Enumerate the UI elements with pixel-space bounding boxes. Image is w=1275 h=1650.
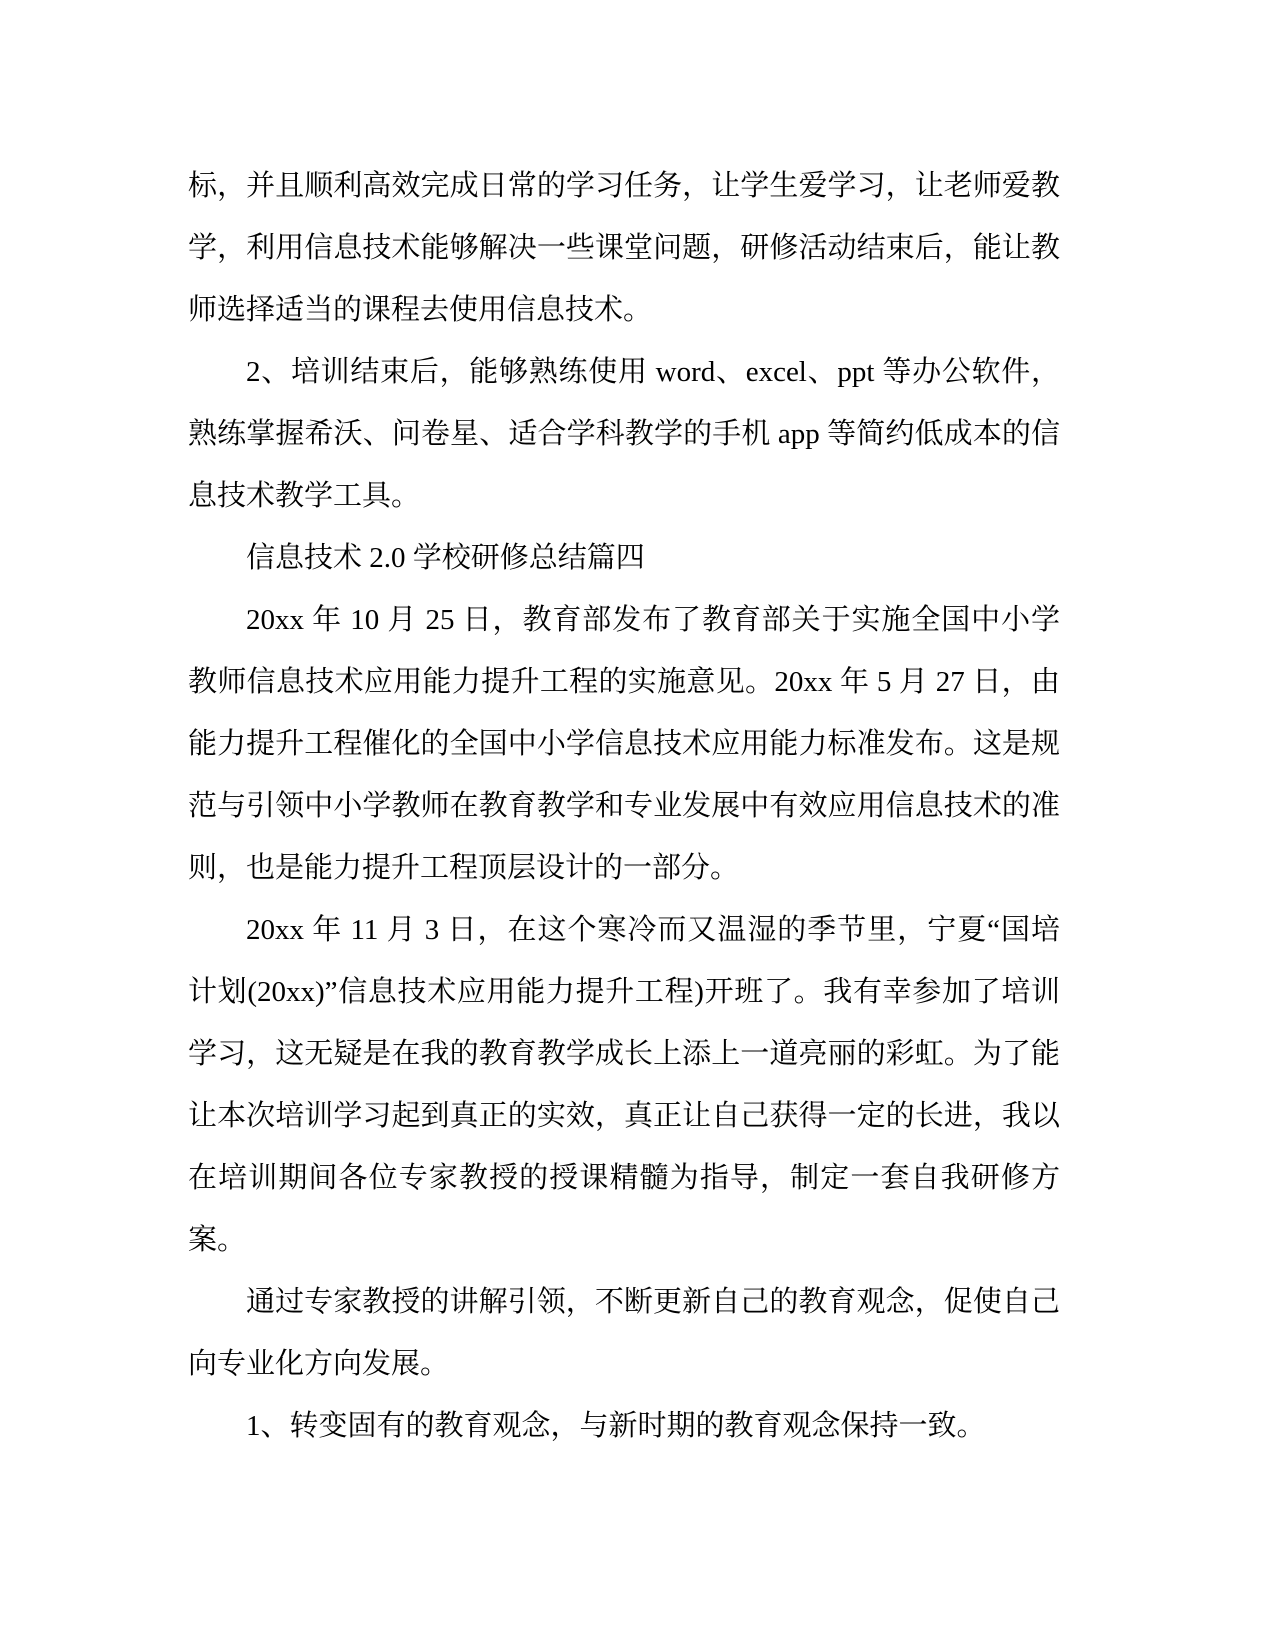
paragraph: 2、培训结束后，能够熟练使用 word、excel、ppt 等办公软件，熟练掌握希沃、问卷星、适合学科教学的手机 app 等简约低成本的信息技术教学工具。 [188, 356, 1060, 512]
document-body [188, 155, 1060, 1457]
paragraph: 20xx 年 11 月 3 日，在这个寒冷而又温湿的季节里，宁夏“国培计划(20xx)”信息技术应用能力提升工程)开班了。我有幸参加了培训学习，这无疑是在我的教育教学成长上添上一道亮丽的彩虹。为了能让本次培训学习起到真正的实效，真正让自己获得一定的长进，我以在培训期间各位专家教授的授课精髓为指导，制定一套自我研修方案。 [188, 914, 1060, 1256]
paragraph: 信息技术 2.0 学校研修总结篇四 [246, 542, 645, 574]
paragraph: 通过专家教授的讲解引领，不断更新自己的教育观念，促使自己向专业化方向发展。 [188, 1286, 1060, 1380]
paragraph: 标，并且顺利高效完成日常的学习任务，让学生爱学习，让老师爱教学，利用信息技术能够解决一些课堂问题，研修活动结束后，能让教师选择适当的课程去使用信息技术。 [188, 170, 1060, 326]
paragraph: 1、转变固有的教育观念，与新时期的教育观念保持一致。 [246, 1410, 986, 1442]
paragraph: 20xx 年 10 月 25 日，教育部发布了教育部关于实施全国中小学教师信息技术应用能力提升工程的实施意见。20xx 年 5 月 27 日，由能力提升工程催化的全国中小学信息技术应用能力标准发布。这是规范与引领中小学教师在教育教学和专业发展中有效应用信息技术的准则，也是能力提升工程顶层设计的一部分。 [188, 604, 1060, 884]
